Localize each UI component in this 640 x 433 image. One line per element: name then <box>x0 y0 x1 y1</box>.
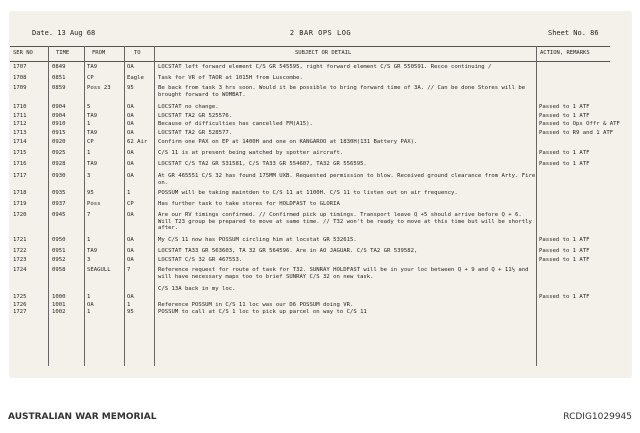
cell-time: 0958 <box>52 267 66 273</box>
date-value: 13 Aug 68 <box>57 29 96 37</box>
cell-to: 7 <box>127 267 131 273</box>
cell-from: TA9 <box>87 161 98 167</box>
cell-to: OA <box>127 257 134 263</box>
cell-subject: Task for VR of TAOR at 1015H from Luscombe. <box>158 75 303 81</box>
cell-to: OA <box>127 212 134 218</box>
cell-time: 0920 <box>52 139 66 145</box>
cell-to: OA <box>127 248 134 254</box>
cell-action: Passed to 1 ATF <box>539 237 590 243</box>
cell-subject: Because of difficulties has cancelled FM(A15). <box>158 121 313 127</box>
page-title: 2 BAR OPS LOG <box>289 29 352 37</box>
cell-to: OA <box>127 294 134 300</box>
cell-from: Poss <box>87 201 101 207</box>
cell-to: 1 <box>127 302 131 308</box>
sheet-label: Sheet No. <box>548 29 586 37</box>
cell-from: CP <box>87 139 94 145</box>
cell-from: Poss 23 <box>87 85 111 91</box>
cell-time: 0910 <box>52 121 66 127</box>
cell-from: 3 <box>87 257 91 263</box>
sheet-number <box>548 29 599 37</box>
cell-ser: 1709 <box>13 85 27 91</box>
cell-from: 1 <box>87 121 91 127</box>
cell-ser: 1714 <box>13 139 27 145</box>
cell-action: Passed to 1 ATF <box>539 150 590 156</box>
cell-ser: 1724 <box>13 267 27 273</box>
cell-subject: LOCSTAT TA33 GR 563603, TA 32 GR 564596. Are in AO JAGUAR. C/S TA2 GR 539582, <box>158 248 418 254</box>
cell-from: TA9 <box>87 64 98 70</box>
cell-time: 0859 <box>52 85 66 91</box>
cell-from: CP <box>87 75 94 81</box>
cell-from: OA <box>87 302 94 308</box>
cell-subject: Reference request for route of task for T32. SUNRAY HOLDFAST will be in your loc between Q + 9 and Q + 11½ and will have necessary maps too to brief SUNRAY C/S 32 on new task. <box>158 267 529 280</box>
footer-id: RCDIG1029945 <box>563 412 632 422</box>
cell-ser: 1713 <box>13 130 27 136</box>
column-header <box>10 46 610 62</box>
cell-ser: 1716 <box>13 161 27 167</box>
cell-from: 1 <box>87 150 91 156</box>
cell-ser: 1721 <box>13 237 27 243</box>
log-sheet <box>10 12 631 377</box>
cell-ser: 1719 <box>13 201 27 207</box>
cell-subject: POSSUM will be taking maintden to C/S 11 at 1100H. C/S 11 to listen out on air frequency. <box>158 190 458 196</box>
cell-to: CP <box>127 201 134 207</box>
cell-action: Passed to 1 ATF <box>539 257 590 263</box>
date-label: Date. <box>32 29 54 37</box>
divider <box>84 46 85 366</box>
cell-subject: C/S 13A back in my loc. <box>158 286 236 292</box>
cell-subject: LOCSTAT C/S 32 GR 467553. <box>158 257 243 263</box>
cell-to: 95 <box>127 309 134 315</box>
cell-to: OA <box>127 150 134 156</box>
cell-subject: My C/S 11 now has POSSUM circling him at locstat GR 532615. <box>158 237 357 243</box>
cell-to: OA <box>127 113 134 119</box>
cell-to: 95 <box>127 85 134 91</box>
cell-from: 3 <box>87 173 91 179</box>
cell-to: OA <box>127 130 134 136</box>
cell-from: 7 <box>87 212 91 218</box>
cell-time: 0930 <box>52 173 66 179</box>
cell-subject: C/S 11 is at present being watched by spotter aircraft. <box>158 150 344 156</box>
cell-time: 0925 <box>52 150 66 156</box>
cell-subject: LOCSTAT C/S TA2 GR 531581, C/S TA33 GR 554607, TA32 GR 556595. <box>158 161 367 167</box>
cell-time: 1001 <box>52 302 66 308</box>
cell-action: Passed to 1 ATF <box>539 248 590 254</box>
cell-to: 1 <box>127 190 131 196</box>
cell-time: 0951 <box>52 248 66 254</box>
cell-to: OA <box>127 161 134 167</box>
cell-to: OA <box>127 64 134 70</box>
cell-to: OA <box>127 104 134 110</box>
cell-subject: LOCSTAT TA2 GR 525576. <box>158 113 233 119</box>
col-time: TIME <box>56 50 70 56</box>
footer-credit: AUSTRALIAN WAR MEMORIAL <box>8 412 157 422</box>
cell-subject: At GR 465551 C/S 32 has found 175MM UXB. Requested permission to blow. Received ground clearance from Arty. Fire on. <box>158 173 536 186</box>
cell-ser: 1723 <box>13 257 27 263</box>
cell-from: TA9 <box>87 130 98 136</box>
cell-to: 62 Air <box>127 139 148 145</box>
cell-time: 0904 <box>52 113 66 119</box>
cell-ser: 1720 <box>13 212 27 218</box>
cell-subject: Reference POSSUM in C/S 11 loc was our D6 POSSUM doing VR. <box>158 302 354 308</box>
cell-from: SEAGULL <box>87 267 111 273</box>
cell-ser: 1727 <box>13 309 27 315</box>
cell-to: OA <box>127 173 134 179</box>
cell-subject: Has further task to take stores for HOLDFAST to GLORIA <box>158 201 340 207</box>
cell-to: OA <box>127 121 134 127</box>
cell-to: Eagle <box>127 75 144 81</box>
cell-ser: 1711 <box>13 113 27 119</box>
cell-time: 1002 <box>52 309 66 315</box>
cell-time: 1000 <box>52 294 66 300</box>
cell-action: Passed to 1 ATF <box>539 113 590 119</box>
cell-from: 95 <box>87 190 94 196</box>
cell-ser: 1710 <box>13 104 27 110</box>
cell-ser: 1717 <box>13 173 27 179</box>
cell-action: Passed to 1 ATF <box>539 161 590 167</box>
cell-ser: 1725 <box>13 294 27 300</box>
cell-from: 1 <box>87 237 91 243</box>
divider <box>154 46 155 366</box>
cell-from: 1 <box>87 309 91 315</box>
cell-action: Passed to 1 ATF <box>539 104 590 110</box>
cell-ser: 1726 <box>13 302 27 308</box>
cell-subject: LOCSTAT no change. <box>158 104 219 110</box>
cell-subject: POSSUM to call at C/S 1 loc to pick up parcel on way to C/S 11 <box>158 309 367 315</box>
cell-time: 0851 <box>52 75 66 81</box>
cell-time: 0849 <box>52 64 66 70</box>
cell-subject: Are our RV timings confirmed. // Confirmed pick up timings. Transport leave Q +5 should arrive before Q + 6. Will T23 group be prepared to move at same time. // T32 won't be ready to move at this time but will be shortly after. <box>158 212 532 231</box>
cell-ser: 1722 <box>13 248 27 254</box>
cell-ser: 1708 <box>13 75 27 81</box>
cell-time: 0904 <box>52 104 66 110</box>
divider <box>48 46 49 366</box>
cell-from: TA9 <box>87 113 98 119</box>
col-from: FROM <box>92 50 106 56</box>
cell-ser: 1715 <box>13 150 27 156</box>
cell-time: 0952 <box>52 257 66 263</box>
cell-action: Passed to Ops Offr & ATF <box>539 121 620 127</box>
sheet-value: 86 <box>590 29 599 37</box>
cell-time: 0937 <box>52 201 66 207</box>
col-subject: SUBJECT OR DETAIL <box>295 50 352 56</box>
cell-subject: LOCSTAT left forward element C/S GR 545595, right forward element C/S GR 550591. Recce continuing / <box>158 64 492 70</box>
cell-time: 0915 <box>52 130 66 136</box>
cell-action: Passed to 1 ATF <box>539 294 590 300</box>
cell-from: TA9 <box>87 248 98 254</box>
cell-time: 0928 <box>52 161 66 167</box>
cell-ser: 1707 <box>13 64 27 70</box>
cell-ser: 1712 <box>13 121 27 127</box>
cell-time: 0945 <box>52 212 66 218</box>
col-ser: SER NO <box>13 50 33 56</box>
col-to: TO <box>134 50 141 56</box>
divider <box>536 46 537 366</box>
cell-time: 0950 <box>52 237 66 243</box>
cell-subject: LOCSTAT TA2 GR 528577. <box>158 130 233 136</box>
cell-subject: Be back from task 3 hrs soon. Would it be possible to bring forward time of 3A. // Can be done Stores will be brought forward to WOMBAT. <box>158 85 526 98</box>
cell-to: OA <box>127 237 134 243</box>
cell-from: 5 <box>87 104 91 110</box>
cell-subject: Confirm one PAX on EP at 1400H and one on KANGAROO at 1830H(131 Battery PAX). <box>158 139 418 145</box>
cell-time: 0935 <box>52 190 66 196</box>
cell-from: 1 <box>87 294 91 300</box>
cell-ser: 1718 <box>13 190 27 196</box>
cell-action: Passed to R9 and 1 ATF <box>539 130 614 136</box>
col-action: ACTION, REMARKS <box>540 50 590 56</box>
